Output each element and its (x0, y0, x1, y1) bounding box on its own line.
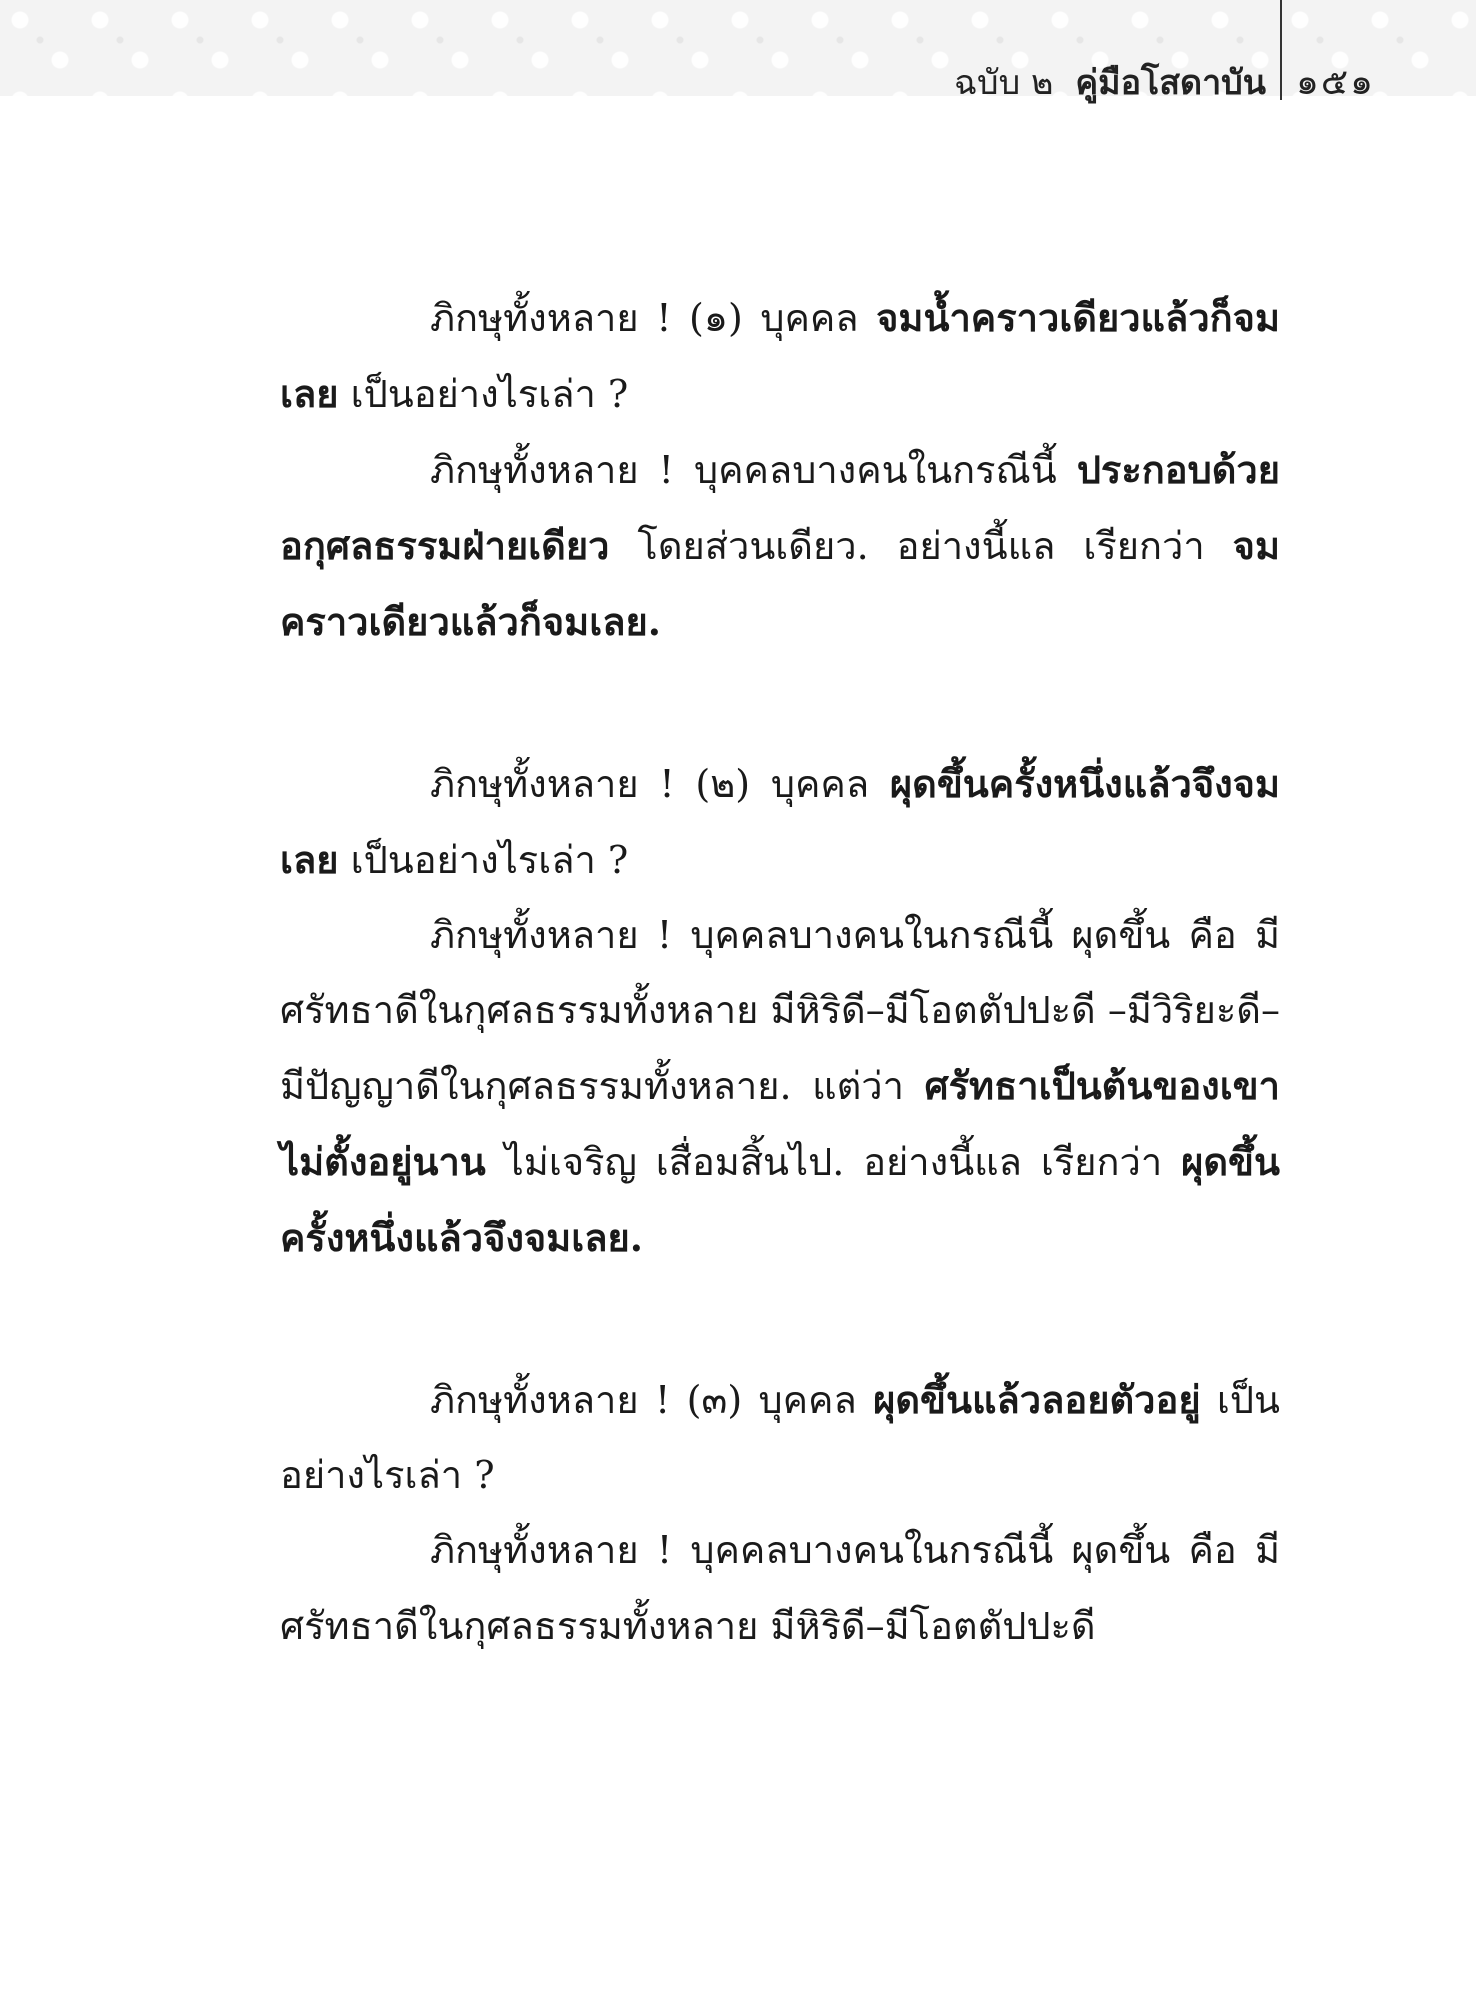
paragraph-question-1 (280, 280, 1280, 432)
page-number: ๑๕๑ (1296, 62, 1375, 103)
paragraph-answer-1 (280, 432, 1280, 660)
question-3-suffix: เป็นอย่างไรเล่า ? (280, 1378, 1281, 1497)
header-divider (1280, 0, 1282, 100)
running-header (954, 58, 1266, 108)
answer-2-middle: ไม่เจริญ เสื่อมสิ้นไป. อย่างนี้แล เรียกว่า (485, 1140, 1182, 1184)
paragraph-answer-2 (280, 898, 1280, 1276)
answer-2-emphasis-2: ผุดขึ้นครั้งหนึ่งแล้วจึงจมเลย. (280, 1139, 1280, 1260)
answer-3-prefix: ภิกษุทั้งหลาย ! บุคคลบางคนในกรณีนี้ ผุดขึ้น คือ มีศรัทธาดีในกุศลธรรมทั้งหลาย มีหิริดี–มีโอตตัปปะดี (280, 1528, 1280, 1648)
paragraph-question-2 (280, 746, 1280, 898)
question-1-prefix: ภิกษุทั้งหลาย ! (๑) บุคคล (430, 296, 877, 340)
question-1-emphasis: จมน้ำคราวเดียวแล้วก็จมเลย (280, 295, 1280, 416)
answer-2-prefix: ภิกษุทั้งหลาย ! บุคคลบางคนในกรณีนี้ ผุดขึ้น คือ มีศรัทธาดีในกุศลธรรมทั้งหลาย มีหิริดี–มีโอตตัปปะดี –มีวิริยะดี–มีปัญญาดีในกุศลธรรมทั้งหลาย. แต่ว่า (280, 913, 1280, 1108)
question-3-emphasis: ผุดขึ้นแล้วลอยตัวอยู่ (873, 1377, 1201, 1422)
answer-1-emphasis-2: จมคราวเดียวแล้วก็จมเลย. (280, 523, 1280, 644)
body-text (280, 280, 1280, 1664)
answer-1-prefix: ภิกษุทั้งหลาย ! บุคคลบางคนในกรณีนี้ (430, 448, 1077, 492)
answer-1-middle: โดยส่วนเดียว. อย่างนี้แล เรียกว่า (609, 524, 1233, 568)
question-2-prefix: ภิกษุทั้งหลาย ! (๒) บุคคล (430, 762, 890, 806)
question-2-suffix: เป็นอย่างไรเล่า ? (338, 838, 629, 882)
question-3-prefix: ภิกษุทั้งหลาย ! (๓) บุคคล (430, 1378, 874, 1422)
answer-2-emphasis-1: ศรัทธาเป็นต้นของเขา ไม่ตั้งอยู่นาน (280, 1063, 1280, 1184)
paragraph-answer-3 (280, 1513, 1280, 1664)
book-title: คู่มือโสดาบัน (1075, 63, 1266, 103)
question-2-emphasis: ผุดขึ้นครั้งหนึ่งแล้วจึงจมเลย (280, 761, 1280, 882)
paragraph-question-3 (280, 1362, 1280, 1513)
answer-1-emphasis-1: ประกอบด้วยอกุศลธรรมฝ่ายเดียว (280, 447, 1280, 568)
question-1-suffix: เป็นอย่างไรเล่า ? (338, 372, 629, 416)
series-label: ฉบับ ๒ (953, 63, 1054, 103)
